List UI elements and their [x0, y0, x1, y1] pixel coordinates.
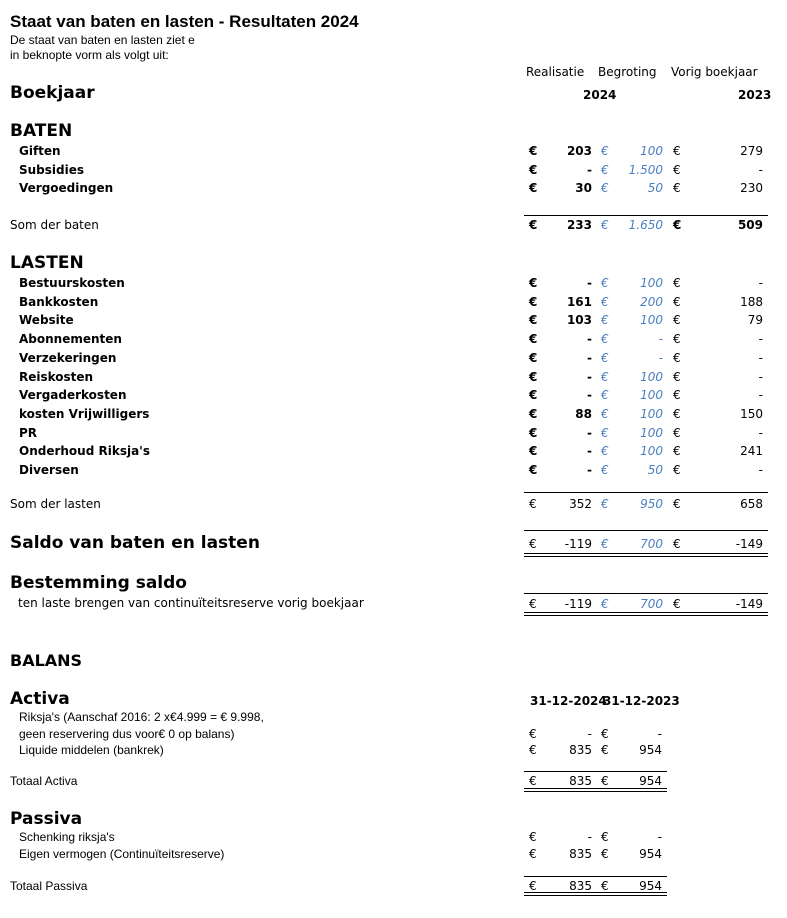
currency-symbol: € [529, 332, 538, 347]
double-underline [524, 788, 667, 792]
amount-vorig-boekjaar: 658 [740, 497, 763, 511]
amount-begroting: 100 [640, 313, 663, 328]
currency-symbol: € [601, 537, 609, 551]
row-label: Eigen vermogen (Continuïteitsreserve) [19, 847, 225, 861]
balans-date-current: 31-12-2024 [530, 694, 607, 708]
year-current: 2024 [583, 88, 617, 102]
row-label: Giften [19, 144, 61, 158]
currency-symbol: € [529, 830, 537, 844]
currency-symbol: € [673, 332, 681, 347]
amount-previous: 954 [639, 743, 662, 757]
currency-symbol: € [529, 743, 537, 757]
amount-realisatie: 103 [566, 313, 592, 328]
currency-symbol: € [601, 276, 609, 290]
amount-begroting: 100 [640, 425, 663, 440]
amount-realisatie: 352 [569, 497, 592, 511]
currency-symbol: € [529, 537, 537, 551]
amount-realisatie: 233 [566, 218, 592, 232]
activa-heading: Activa [10, 689, 70, 709]
amount-realisatie: 30 [575, 181, 592, 195]
amount-realisatie: 161 [566, 294, 592, 309]
currency-symbol: € [529, 313, 538, 328]
currency-symbol: € [529, 350, 538, 365]
row-label: geen reservering dus voor€ 0 op balans) [19, 727, 235, 741]
divider [524, 492, 768, 493]
amount-previous: 954 [639, 774, 662, 788]
som-der-baten-label: Som der baten [10, 218, 99, 232]
currency-symbol: € [529, 727, 537, 741]
amount-vorig-boekjaar: 279 [740, 144, 763, 158]
currency-symbol: € [673, 388, 681, 403]
amount-begroting: - [658, 332, 663, 347]
currency-symbol: € [601, 497, 609, 511]
lasten-heading: LASTEN [10, 253, 84, 273]
double-underline [524, 892, 667, 896]
divider [524, 215, 768, 216]
divider [524, 876, 667, 877]
double-underline [524, 612, 768, 616]
currency-symbol: € [673, 181, 681, 195]
baten-heading: BATEN [10, 121, 73, 141]
currency-symbol: € [529, 388, 538, 403]
currency-symbol: € [601, 727, 609, 741]
currency-symbol: € [673, 497, 681, 511]
amount-begroting: 100 [640, 369, 663, 384]
row-label: Schenking riksja's [19, 830, 115, 844]
amount-vorig-boekjaar: -149 [735, 537, 763, 551]
amount-realisatie: - [587, 163, 592, 177]
currency-symbol: € [673, 597, 681, 611]
bestemming-heading: Bestemming saldo [10, 573, 187, 593]
amount-begroting: 100 [640, 406, 663, 421]
currency-symbol: € [529, 163, 538, 177]
currency-symbol: € [529, 369, 538, 384]
totaal-passiva-label: Totaal Passiva [10, 879, 88, 893]
currency-symbol: € [529, 218, 538, 232]
divider [524, 593, 768, 594]
currency-symbol: € [529, 425, 538, 440]
amount-begroting: 50 [647, 463, 663, 477]
column-header-realisatie: Realisatie [526, 65, 585, 79]
balans-heading: BALANS [10, 651, 83, 670]
amount-previous: - [657, 727, 662, 741]
currency-symbol: € [673, 313, 681, 328]
amount-current: - [587, 830, 592, 844]
som-der-lasten-label: Som der lasten [10, 497, 101, 511]
currency-symbol: € [673, 294, 681, 309]
balans-date-previous: 31-12-2023 [603, 694, 680, 708]
row-label: Bestuurskosten [19, 276, 125, 290]
row-label: Onderhoud Riksja's [19, 444, 150, 459]
amount-vorig-boekjaar: 241 [740, 444, 763, 459]
currency-symbol: € [601, 144, 609, 158]
amount-vorig-boekjaar: - [758, 425, 763, 440]
currency-symbol: € [529, 444, 538, 459]
currency-symbol: € [529, 774, 537, 788]
amount-vorig-boekjaar: 150 [740, 406, 763, 421]
boekjaar-label: Boekjaar [10, 83, 95, 103]
row-label: Diversen [19, 463, 79, 477]
currency-symbol: € [601, 294, 609, 309]
currency-symbol: € [601, 313, 609, 328]
amount-realisatie: - [587, 332, 592, 347]
row-label: Liquide middelen (bankrek) [19, 743, 164, 757]
amount-vorig-boekjaar: 230 [740, 181, 763, 195]
currency-symbol: € [601, 743, 609, 757]
currency-symbol: € [673, 425, 681, 440]
divider [524, 771, 667, 772]
amount-realisatie: 88 [575, 406, 592, 421]
amount-current: 835 [569, 774, 592, 788]
row-label: Vergaderkosten [19, 388, 127, 403]
amount-current: 835 [569, 743, 592, 757]
amount-current: 835 [569, 879, 592, 893]
amount-vorig-boekjaar: - [758, 163, 763, 177]
year-previous: 2023 [738, 88, 772, 102]
intro-line-1: De staat van baten en lasten ziet e [10, 33, 195, 47]
amount-begroting: 200 [640, 294, 663, 309]
amount-begroting: 700 [640, 537, 663, 551]
currency-symbol: € [673, 163, 681, 177]
currency-symbol: € [673, 144, 681, 158]
amount-realisatie: 203 [566, 144, 592, 158]
saldo-label: Saldo van baten en lasten [10, 533, 260, 553]
currency-symbol: € [529, 294, 538, 309]
amount-vorig-boekjaar: - [758, 369, 763, 384]
amount-realisatie: - [587, 350, 592, 365]
page-title: Staat van baten en lasten - Resultaten 2024 [10, 12, 359, 31]
currency-symbol: € [601, 350, 609, 365]
currency-symbol: € [673, 276, 681, 290]
currency-symbol: € [673, 444, 681, 459]
amount-vorig-boekjaar: - [758, 276, 763, 290]
passiva-heading: Passiva [10, 809, 83, 829]
currency-symbol: € [601, 181, 609, 195]
amount-realisatie: - [587, 444, 592, 459]
intro-line-2: in beknopte vorm als volgt uit: [10, 48, 169, 62]
currency-symbol: € [601, 388, 609, 403]
double-underline [524, 553, 768, 557]
amount-begroting: 950 [640, 497, 663, 511]
column-header-begroting: Begroting [598, 65, 657, 79]
amount-begroting: 700 [640, 597, 663, 611]
currency-symbol: € [601, 369, 609, 384]
row-label: Reiskosten [19, 369, 94, 384]
currency-symbol: € [673, 218, 682, 232]
amount-begroting: 100 [640, 444, 663, 459]
amount-vorig-boekjaar: - [758, 388, 763, 403]
amount-realisatie: -119 [564, 537, 592, 551]
currency-symbol: € [601, 444, 609, 459]
currency-symbol: € [673, 406, 681, 421]
amount-realisatie: - [587, 425, 592, 440]
currency-symbol: € [673, 369, 681, 384]
amount-realisatie: - [587, 388, 592, 403]
currency-symbol: € [673, 350, 681, 365]
currency-symbol: € [601, 218, 609, 232]
currency-symbol: € [601, 830, 609, 844]
amount-previous: - [657, 830, 662, 844]
amount-begroting: 100 [640, 276, 663, 290]
amount-previous: 954 [639, 847, 662, 861]
currency-symbol: € [529, 181, 538, 195]
row-label: Website [19, 313, 74, 328]
amount-vorig-boekjaar: - [758, 350, 763, 365]
amount-begroting: - [658, 350, 663, 365]
amount-current: 835 [569, 847, 592, 861]
amount-vorig-boekjaar: - [758, 463, 763, 477]
currency-symbol: € [601, 847, 609, 861]
amount-begroting: 100 [640, 144, 663, 158]
amount-begroting: 1.650 [628, 218, 663, 232]
row-label: Subsidies [19, 163, 85, 177]
currency-symbol: € [529, 497, 537, 511]
amount-vorig-boekjaar: - [758, 332, 763, 347]
row-label: Abonnementen [19, 332, 122, 347]
amount-vorig-boekjaar: -149 [735, 597, 763, 611]
currency-symbol: € [529, 276, 538, 290]
currency-symbol: € [601, 774, 609, 788]
amount-realisatie: - [587, 276, 592, 290]
currency-symbol: € [673, 463, 681, 477]
row-label: Vergoedingen [19, 181, 114, 195]
row-label: Verzekeringen [19, 350, 117, 365]
currency-symbol: € [601, 879, 609, 893]
currency-symbol: € [529, 144, 538, 158]
bestemming-label: ten laste brengen van continuïteitsreserve vorig boekjaar [18, 596, 364, 610]
amount-vorig-boekjaar: 188 [740, 294, 763, 309]
amount-vorig-boekjaar: 79 [747, 313, 763, 328]
currency-symbol: € [601, 597, 609, 611]
row-label: PR [19, 425, 38, 440]
currency-symbol: € [601, 463, 609, 477]
currency-symbol: € [601, 163, 609, 177]
amount-vorig-boekjaar: 509 [737, 218, 763, 232]
amount-begroting: 50 [647, 181, 663, 195]
currency-symbol: € [529, 597, 537, 611]
amount-previous: 954 [639, 879, 662, 893]
amount-begroting: 1.500 [628, 163, 663, 177]
currency-symbol: € [601, 332, 609, 347]
row-label: kosten Vrijwilligers [19, 406, 150, 421]
divider [524, 530, 768, 531]
currency-symbol: € [601, 425, 609, 440]
amount-begroting: 100 [640, 388, 663, 403]
currency-symbol: € [529, 847, 537, 861]
amount-realisatie: -119 [564, 597, 592, 611]
column-header-vorig-boekjaar: Vorig boekjaar [671, 65, 758, 79]
currency-symbol: € [601, 406, 609, 421]
amount-realisatie: - [587, 463, 592, 477]
amount-current: - [587, 727, 592, 741]
currency-symbol: € [673, 537, 681, 551]
currency-symbol: € [529, 406, 538, 421]
row-label: Bankkosten [19, 294, 99, 309]
amount-realisatie: - [587, 369, 592, 384]
totaal-activa-label: Totaal Activa [10, 774, 78, 788]
currency-symbol: € [529, 463, 538, 477]
currency-symbol: € [529, 879, 537, 893]
row-label: Riksja's (Aanschaf 2016: 2 x€4.999 = € 9.998, [19, 710, 264, 724]
